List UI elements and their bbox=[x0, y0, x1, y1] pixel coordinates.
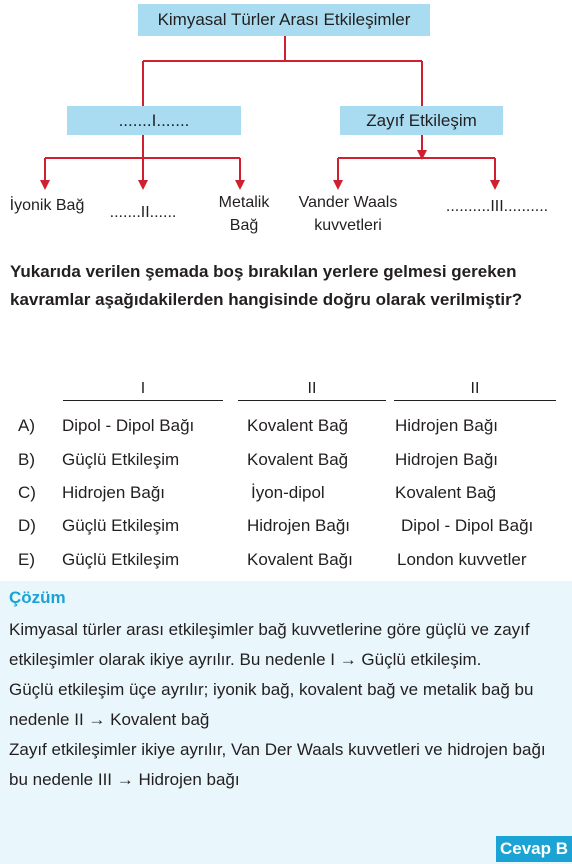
column-header-1: I bbox=[63, 380, 223, 401]
solution-text bbox=[9, 615, 565, 795]
option-letter: B) bbox=[18, 450, 35, 469]
option-letter: E) bbox=[18, 550, 35, 569]
leaf-metallic bbox=[205, 191, 283, 237]
option-letter: A) bbox=[18, 416, 35, 435]
solution-panel bbox=[0, 581, 572, 864]
left-box-blank-i: .......I....... bbox=[67, 106, 241, 135]
leaf-blank-iii: ..........III.......... bbox=[445, 198, 549, 215]
column-header-2: II bbox=[238, 380, 386, 401]
solution-paragraph: Zayıf etkileşimler ikiye ayrılır, Van Der Waals kuvvetleri ve hidrojen bağı bu nedenle III → Hidrojen bağı bbox=[9, 740, 546, 789]
option-col3: Kovalent Bağ bbox=[395, 483, 497, 502]
option-d[interactable] bbox=[0, 516, 572, 546]
option-col1: Güçlü Etkileşim bbox=[62, 550, 180, 569]
solution-title: Çözüm bbox=[9, 588, 66, 607]
option-col3: London kuvvetler bbox=[397, 550, 527, 569]
option-col2: İyon-dipol bbox=[251, 483, 325, 502]
option-col1: Güçlü Etkileşim bbox=[62, 450, 180, 469]
option-b[interactable] bbox=[0, 450, 572, 480]
option-letter: D) bbox=[18, 516, 36, 535]
option-col1: Hidrojen Bağı bbox=[62, 483, 166, 502]
leaf-blank-ii: .......II...... bbox=[109, 204, 177, 221]
option-col1: Dipol - Dipol Bağı bbox=[62, 416, 195, 435]
option-c[interactable] bbox=[0, 483, 572, 513]
option-col3: Hidrojen Bağı bbox=[395, 416, 499, 435]
option-a[interactable] bbox=[0, 416, 572, 446]
question-text: Yukarıda verilen şemada boş bırakılan yerlere gelmesi gereken kavramlar aşağıdakilerden hangisinde doğru olarak verilmiştir? bbox=[10, 262, 523, 309]
option-col2: Kovalent Bağ bbox=[247, 450, 349, 469]
leaf-vdw-line2: kuvvetleri bbox=[314, 217, 382, 234]
option-col2: Kovalent Bağı bbox=[247, 550, 353, 569]
right-box-weak: Zayıf Etkileşim bbox=[340, 106, 503, 135]
option-col3: Hidrojen Bağı bbox=[395, 450, 499, 469]
leaf-vdw-line1: Vander Waals bbox=[298, 194, 398, 211]
solution-paragraph: Güçlü etkileşim üçe ayrılır; iyonik bağ, kovalent bağ ve metalik bağ bu nedenle II → Kovalent bağ bbox=[9, 680, 534, 729]
option-col1: Güçlü Etkileşim bbox=[62, 516, 180, 535]
option-col2: Hidrojen Bağı bbox=[247, 516, 351, 535]
answer-badge: Cevap B bbox=[496, 836, 572, 862]
option-letter: C) bbox=[18, 483, 36, 502]
solution-paragraph: Kimyasal türler arası etkileşimler bağ kuvvetlerine göre güçlü ve zayıf etkileşimler olarak ikiye ayrılır. Bu nedenle I → Güçlü etkileşim. bbox=[9, 620, 530, 669]
root-box: Kimyasal Türler Arası Etkileşimler bbox=[138, 4, 430, 36]
leaf-metallic-line1: Metalik bbox=[218, 194, 270, 211]
leaf-metallic-line2: Bağ bbox=[229, 217, 259, 234]
leaf-vdw bbox=[286, 191, 410, 237]
option-col3: Dipol - Dipol Bağı bbox=[401, 516, 534, 535]
leaf-ionic: İyonik Bağ bbox=[9, 197, 85, 214]
option-col2: Kovalent Bağ bbox=[247, 416, 349, 435]
option-e[interactable] bbox=[0, 550, 572, 580]
column-header-3: II bbox=[394, 380, 556, 401]
